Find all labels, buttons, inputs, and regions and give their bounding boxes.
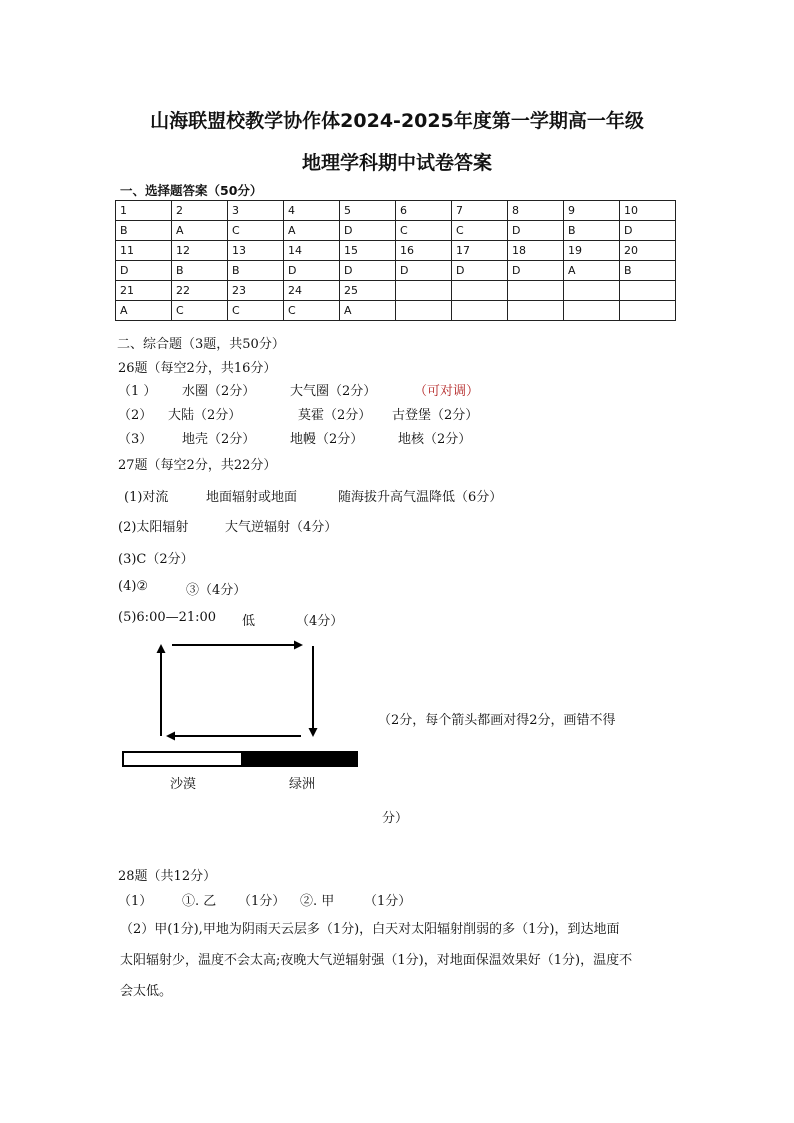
table-cell: 9 bbox=[564, 201, 620, 221]
q28-paragraph bbox=[120, 914, 680, 1007]
table-cell: 11 bbox=[116, 241, 172, 261]
table-row bbox=[116, 301, 676, 321]
table-cell bbox=[508, 301, 564, 321]
desert-label: 沙漠 bbox=[170, 777, 197, 792]
q26-l1-a: 水圈（2分） bbox=[182, 384, 256, 399]
q26-header: 26题（每空2分，共16分） bbox=[118, 361, 277, 376]
q26-l2-b: 莫霍（2分） bbox=[298, 408, 372, 423]
table-cell: 7 bbox=[452, 201, 508, 221]
title-line-1: 山海联盟校教学协作体2024-2025年度第一学期高一年级 bbox=[150, 110, 644, 132]
table-cell: C bbox=[228, 301, 284, 321]
table-cell bbox=[564, 281, 620, 301]
title-line-2: 地理学科期中试卷答案 bbox=[301, 152, 492, 174]
table-cell bbox=[620, 301, 676, 321]
q26-l3-num: （3） bbox=[118, 432, 153, 447]
table-cell: 17 bbox=[452, 241, 508, 261]
table-cell: 22 bbox=[172, 281, 228, 301]
q27-l1-b: 地面辐射或地面 bbox=[206, 490, 298, 505]
q28-para-line-3: 会太低。 bbox=[120, 984, 173, 999]
table-cell: 20 bbox=[620, 241, 676, 261]
table-cell: 25 bbox=[340, 281, 396, 301]
table-cell: B bbox=[620, 261, 676, 281]
q27-diagram-note-2: 分） bbox=[382, 811, 409, 826]
q28-l1-a: ①. 乙 bbox=[182, 894, 217, 909]
table-cell: A bbox=[284, 221, 340, 241]
table-cell: 5 bbox=[340, 201, 396, 221]
q28-para-line-1: （2）甲(1分),甲地为阴雨天云层多（1分)，白天对太阳辐射削弱的多（1分)，到达地面 bbox=[120, 922, 620, 937]
table-cell: D bbox=[452, 261, 508, 281]
q28-l1-num: （1） bbox=[118, 894, 153, 909]
table-cell: B bbox=[564, 221, 620, 241]
q26-l3-a: 地壳（2分） bbox=[182, 432, 256, 447]
section2-title: 二、综合题（3题，共50分） bbox=[117, 337, 285, 352]
table-cell: 12 bbox=[172, 241, 228, 261]
oasis-surface-bar bbox=[241, 751, 358, 767]
oasis-label: 绿洲 bbox=[289, 777, 316, 792]
table-cell: A bbox=[564, 261, 620, 281]
q26-l1-num: （1 ） bbox=[118, 384, 157, 399]
q27-l3-a: (3)C（2分） bbox=[118, 552, 194, 567]
q26-l3-b: 地幔（2分） bbox=[290, 432, 364, 447]
q27-l1-c: 随海拔升高气温降低（6分） bbox=[338, 490, 503, 505]
q27-l4-a: (4)② bbox=[118, 579, 149, 594]
table-cell: C bbox=[452, 221, 508, 241]
q27-l4-b: ③（4分） bbox=[186, 583, 247, 598]
table-cell: C bbox=[396, 221, 452, 241]
table-cell: D bbox=[340, 261, 396, 281]
table-cell: 10 bbox=[620, 201, 676, 221]
q26-l1-note: （可对调） bbox=[414, 384, 480, 399]
table-cell: B bbox=[116, 221, 172, 241]
q26-l2-c: 古登堡（2分） bbox=[392, 408, 479, 423]
table-cell: C bbox=[284, 301, 340, 321]
table-row bbox=[116, 261, 676, 281]
answer-table bbox=[115, 200, 676, 321]
table-cell: 4 bbox=[284, 201, 340, 221]
q27-l2-b: 大气逆辐射（4分） bbox=[225, 520, 338, 535]
q27-l5-a: (5)6:00—21:00 bbox=[118, 610, 217, 625]
table-cell: 21 bbox=[116, 281, 172, 301]
table-cell: 23 bbox=[228, 281, 284, 301]
table-cell: D bbox=[284, 261, 340, 281]
table-cell: B bbox=[172, 261, 228, 281]
table-cell: D bbox=[620, 221, 676, 241]
table-cell bbox=[452, 301, 508, 321]
q27-l1-a: (1)对流 bbox=[124, 490, 169, 505]
table-cell: 18 bbox=[508, 241, 564, 261]
q28-header: 28题（共12分） bbox=[118, 869, 217, 884]
table-cell: A bbox=[340, 301, 396, 321]
q28-l1-d: （1分） bbox=[364, 894, 412, 909]
table-cell: C bbox=[172, 301, 228, 321]
table-cell bbox=[620, 281, 676, 301]
table-cell: D bbox=[116, 261, 172, 281]
table-row bbox=[116, 221, 676, 241]
table-cell: 1 bbox=[116, 201, 172, 221]
table-cell: D bbox=[508, 261, 564, 281]
q27-diagram-note-1: （2分，每个箭头都画对得2分，画错不得 bbox=[378, 713, 616, 728]
table-cell: 2 bbox=[172, 201, 228, 221]
table-cell: 14 bbox=[284, 241, 340, 261]
table-cell: 6 bbox=[396, 201, 452, 221]
q28-l1-c: ②. 甲 bbox=[300, 894, 335, 909]
table-cell: 24 bbox=[284, 281, 340, 301]
table-cell: 8 bbox=[508, 201, 564, 221]
q27-l5-b: 低 bbox=[242, 614, 256, 629]
q27-l5-c: （4分） bbox=[296, 614, 344, 629]
section1-title: 一、选择题答案（50分） bbox=[120, 183, 263, 198]
table-cell: 13 bbox=[228, 241, 284, 261]
table-cell bbox=[452, 281, 508, 301]
table-cell bbox=[396, 281, 452, 301]
table-cell bbox=[396, 301, 452, 321]
table-cell: 3 bbox=[228, 201, 284, 221]
table-row bbox=[116, 201, 676, 221]
q26-l1-b: 大气圈（2分） bbox=[290, 384, 377, 399]
table-cell: C bbox=[228, 221, 284, 241]
table-row bbox=[116, 281, 676, 301]
table-cell: A bbox=[172, 221, 228, 241]
table-cell: 19 bbox=[564, 241, 620, 261]
table-cell: D bbox=[508, 221, 564, 241]
q26-l2-num: （2） bbox=[118, 408, 153, 423]
table-row bbox=[116, 241, 676, 261]
circulation-arrows-diagram bbox=[118, 640, 338, 750]
q28-l1-b: （1分） bbox=[238, 894, 286, 909]
table-cell: 15 bbox=[340, 241, 396, 261]
table-cell: D bbox=[340, 221, 396, 241]
table-cell: A bbox=[116, 301, 172, 321]
table-cell bbox=[564, 301, 620, 321]
q28-para-line-2: 太阳辐射少，温度不会太高;夜晚大气逆辐射强（1分)，对地面保温效果好（1分)，温度不 bbox=[120, 953, 633, 968]
desert-surface-bar bbox=[122, 751, 243, 767]
table-cell: B bbox=[228, 261, 284, 281]
q27-header: 27题（每空2分，共22分） bbox=[118, 458, 277, 473]
table-cell bbox=[508, 281, 564, 301]
table-cell: D bbox=[396, 261, 452, 281]
q26-l2-a: 大陆（2分） bbox=[168, 408, 242, 423]
table-cell: 16 bbox=[396, 241, 452, 261]
q26-l3-c: 地核（2分） bbox=[398, 432, 472, 447]
q27-l2-a: (2)太阳辐射 bbox=[118, 520, 189, 535]
